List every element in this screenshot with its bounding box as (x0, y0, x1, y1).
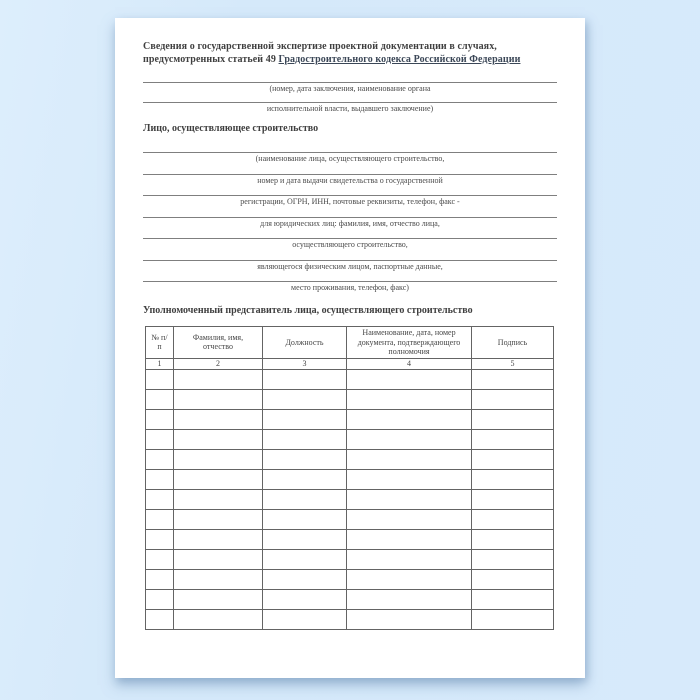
table-cell-empty (263, 509, 347, 529)
table-cell-empty (347, 409, 472, 429)
table-row (146, 409, 554, 429)
table-cell-empty (263, 549, 347, 569)
table-cell-empty (174, 409, 263, 429)
table-cell-empty (174, 389, 263, 409)
builder-section-heading: Лицо, осуществляющее строительство (143, 123, 319, 134)
fill-in-caption: для юридических лиц: фамилия, имя, отчество лица, (260, 218, 440, 228)
col-header-document: Наименование, дата, номер документа, подтверждающего полномочия (347, 327, 472, 359)
table-cell-empty (472, 569, 554, 589)
fill-in-line (143, 195, 557, 196)
table-cell-empty (146, 549, 174, 569)
table-row (146, 529, 554, 549)
title-text: Сведения о государственной экспертизе проектной документации в случаях, предусмотренных статьей 49 (143, 41, 497, 65)
table-cell-empty (263, 389, 347, 409)
col-header-full-name: Фамилия, имя, отчество (174, 327, 263, 359)
table-row (146, 609, 554, 629)
fill-in-caption: место проживания, телефон, факс) (291, 283, 409, 292)
table-cell-empty (472, 449, 554, 469)
table-row (146, 509, 554, 529)
table-cell-empty (472, 609, 554, 629)
table-row (146, 389, 554, 409)
document-title (143, 40, 557, 66)
table-cell-empty (174, 489, 263, 509)
table-cell-empty (146, 529, 174, 549)
fill-in-caption: (наименование лица, осуществляющего строительство, (255, 154, 445, 163)
table-cell-empty (174, 549, 263, 569)
table-cell-empty (263, 429, 347, 449)
table-cell-empty (472, 509, 554, 529)
table-cell-empty (174, 609, 263, 629)
table-cell-empty (347, 569, 472, 589)
table-cell-empty (174, 509, 263, 529)
table-row (146, 469, 554, 489)
fill-in-caption: исполнительной власти, выдавшего заключение) (266, 104, 434, 113)
table-cell-empty (472, 369, 554, 389)
expertise-fill-group (143, 82, 557, 94)
table-row (146, 569, 554, 589)
builder-fill-group (143, 217, 557, 229)
table-cell-empty (347, 509, 472, 529)
fill-in-caption: регистрации, ОГРН, ИНН, почтовые реквизиты, телефон, факс - (240, 197, 460, 206)
fill-in-line (143, 102, 557, 103)
table-cell-empty (146, 369, 174, 389)
table-cell-empty (347, 369, 472, 389)
table-cell-empty (472, 549, 554, 569)
fill-in-caption: осуществляющего строительство, (292, 240, 408, 249)
fill-in-line (143, 217, 557, 218)
fill-in-caption: являющегося физическим лицом, паспортные данные, (257, 261, 443, 271)
column-number: 3 (263, 358, 347, 369)
table-cell-empty (472, 529, 554, 549)
table-cell-empty (146, 509, 174, 529)
table-cell-empty (347, 549, 472, 569)
col-header-signature: Подпись (472, 327, 554, 359)
table-cell-empty (146, 589, 174, 609)
fill-in-line (143, 152, 557, 153)
fill-in-line (143, 281, 557, 282)
table-cell-empty (347, 429, 472, 449)
table-cell-empty (263, 369, 347, 389)
column-number: 1 (146, 358, 174, 369)
table-cell-empty (146, 609, 174, 629)
table-cell-empty (146, 429, 174, 449)
table-cell-empty (347, 389, 472, 409)
table-cell-empty (146, 489, 174, 509)
table-cell-empty (347, 529, 472, 549)
table-header-row (146, 327, 554, 359)
table-cell-empty (472, 409, 554, 429)
table-cell-empty (263, 589, 347, 609)
column-number: 5 (472, 358, 554, 369)
table-cell-empty (146, 469, 174, 489)
builder-fill-group (143, 281, 557, 293)
builder-fill-group (143, 174, 557, 186)
col-header-number: № п/п (146, 327, 174, 359)
table-cell-empty (263, 489, 347, 509)
table-cell-empty (347, 609, 472, 629)
table-cell-empty (174, 569, 263, 589)
table-cell-empty (146, 449, 174, 469)
table-row (146, 449, 554, 469)
table-cell-empty (263, 529, 347, 549)
table-cell-empty (263, 449, 347, 469)
table-cell-empty (146, 389, 174, 409)
table-cell-empty (146, 569, 174, 589)
table-cell-empty (174, 589, 263, 609)
table-row (146, 589, 554, 609)
fill-in-line (143, 174, 557, 175)
table-cell-empty (174, 429, 263, 449)
table-cell-empty (347, 489, 472, 509)
table-cell-empty (146, 409, 174, 429)
document-page (115, 18, 585, 678)
representatives-table (145, 326, 554, 630)
table-cell-empty (174, 369, 263, 389)
fill-in-line (143, 82, 557, 83)
table-cell-empty (472, 469, 554, 489)
table-cell-empty (174, 449, 263, 469)
builder-fill-group (143, 195, 557, 207)
table-cell-empty (472, 429, 554, 449)
table-cell-empty (472, 589, 554, 609)
column-number: 4 (347, 358, 472, 369)
table-cell-empty (263, 569, 347, 589)
fill-in-line (143, 260, 557, 261)
builder-fill-group (143, 152, 557, 164)
representative-section-heading: Уполномоченный представитель лица, осуществляющего строительство (143, 305, 473, 316)
table-cell-empty (347, 589, 472, 609)
table-row (146, 369, 554, 389)
fill-in-caption: (номер, дата заключения, наименование органа (269, 84, 431, 93)
table-cell-empty (472, 389, 554, 409)
expertise-fill-group (143, 102, 557, 114)
fill-in-caption: номер и дата выдачи свидетельства о государственной (257, 175, 443, 185)
table-cell-empty (347, 469, 472, 489)
table-cell-empty (263, 469, 347, 489)
town-planning-code-link[interactable]: Градостроительного кодекса Российской Федерации (278, 54, 521, 65)
column-number-row (146, 358, 554, 369)
representatives-table-body (146, 369, 554, 629)
table-cell-empty (347, 449, 472, 469)
col-header-position: Должность (263, 327, 347, 359)
table-cell-empty (263, 609, 347, 629)
table-cell-empty (263, 409, 347, 429)
table-cell-empty (472, 489, 554, 509)
column-number: 2 (174, 358, 263, 369)
table-cell-empty (174, 469, 263, 489)
table-row (146, 549, 554, 569)
fill-in-line (143, 238, 557, 239)
table-row (146, 429, 554, 449)
builder-fill-group (143, 238, 557, 250)
table-row (146, 489, 554, 509)
builder-fill-group (143, 260, 557, 272)
table-cell-empty (174, 529, 263, 549)
